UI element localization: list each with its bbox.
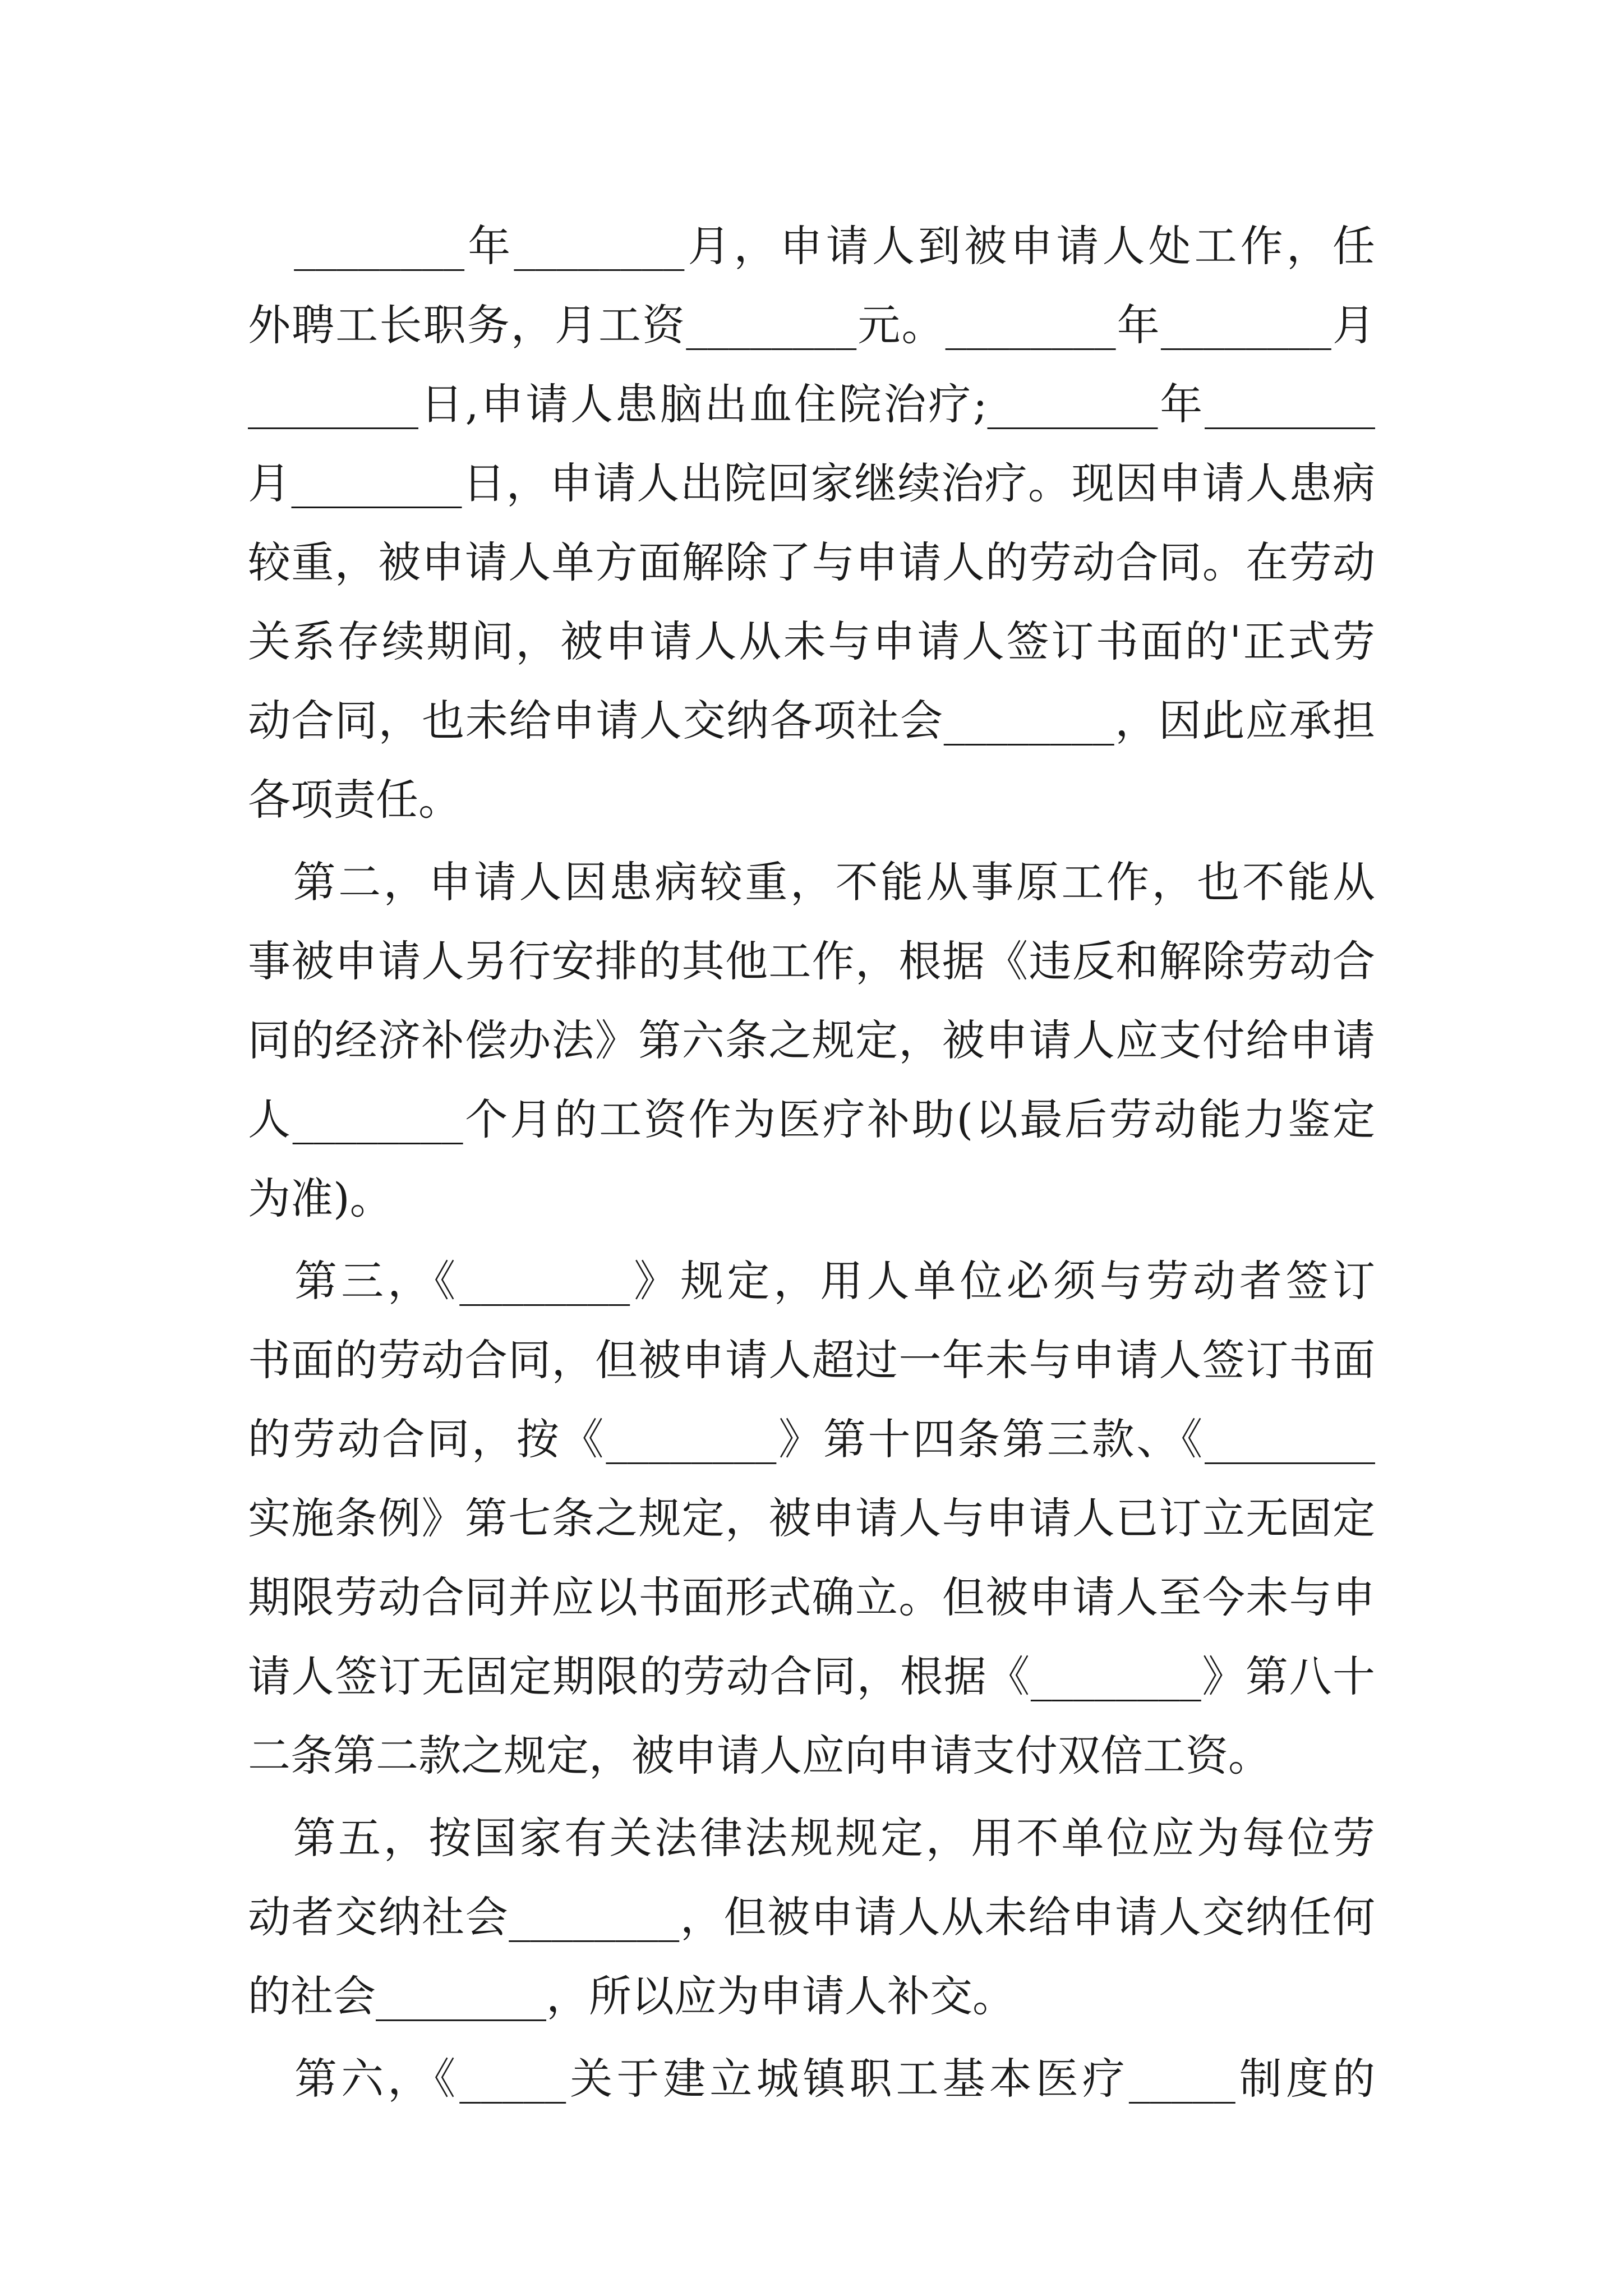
text-line: 事被申请人另行安排的其他工作，根据《违反和解除劳动合 bbox=[248, 936, 1375, 986]
text-line: 同的经济补偿办法》第六条之规定，被申请人应支付给申请 bbox=[248, 1015, 1375, 1065]
text-line: 实施条例》第七条之规定，被申请人与申请人已订立无固定 bbox=[248, 1493, 1375, 1543]
text-line: 第五，按国家有关法律法规规定，用不单位应为每位劳 bbox=[248, 1813, 1375, 1863]
text-line: 月________日，申请人出院回家继续治疗。现因申请人患病 bbox=[248, 458, 1375, 508]
text-line: 第三，《________》规定，用人单位必须与劳动者签订 bbox=[248, 1256, 1375, 1306]
text-line: 各项责任。 bbox=[248, 775, 461, 825]
text-line: 书面的劳动合同，但被申请人超过一年未与申请人签订书面 bbox=[248, 1335, 1375, 1385]
text-line: 的社会________，所以应为申请人补交。 bbox=[248, 1971, 1015, 2021]
text-line: 请人签订无固定期限的劳动合同，根据《________》第八十 bbox=[248, 1651, 1375, 1701]
text-line: 外聘工长职务，月工资________元。________年________月 bbox=[248, 300, 1375, 350]
text-line: ________日,申请人患脑出血住院治疗;________年________ bbox=[248, 379, 1375, 429]
text-line: 二条第二款之规定，被申请人应向申请支付双倍工资。 bbox=[248, 1731, 1271, 1780]
text-line: 期限劳动合同并应以书面形式确立。但被申请人至今未与申 bbox=[248, 1572, 1375, 1622]
text-line: 动合同，也未给申请人交纳各项社会________，因此应承担 bbox=[248, 696, 1375, 746]
text-line: 动者交纳社会________，但被申请人从未给申请人交纳任何 bbox=[248, 1892, 1375, 1942]
text-line: 第二，申请人因患病较重，不能从事原工作，也不能从 bbox=[248, 857, 1375, 907]
text-line: 较重，被申请人单方面解除了与申请人的劳动合同。在劳动 bbox=[248, 537, 1375, 587]
text-line: 关系存续期间，被申请人从未与申请人签订书面的'正式劳 bbox=[248, 616, 1375, 666]
text-line: 的劳动合同，按《________》第十四条第三款、《________ bbox=[248, 1414, 1375, 1464]
text-line: 第六，《_____关于建立城镇职工基本医疗_____制度的 bbox=[248, 2054, 1375, 2104]
text-line: ________年________月，申请人到被申请人处工作，任 bbox=[248, 221, 1375, 271]
text-line: 为准)。 bbox=[248, 1174, 393, 1223]
text-line: 人________个月的工资作为医疗补助(以最后劳动能力鉴定 bbox=[248, 1094, 1375, 1144]
